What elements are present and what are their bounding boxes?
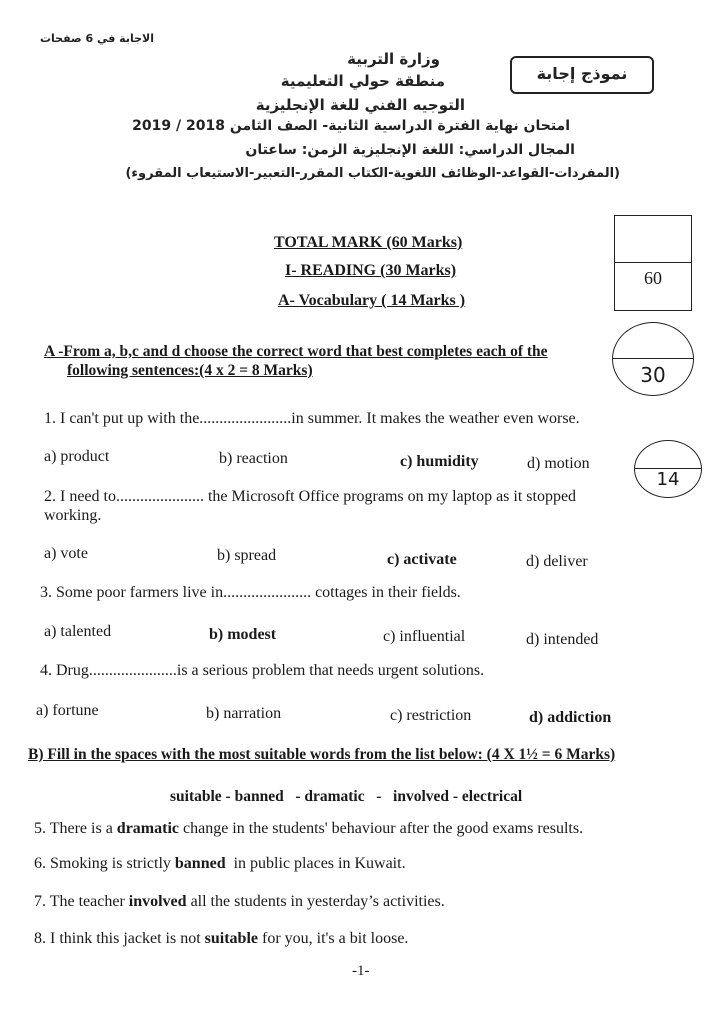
- q4-option-a: a) fortune: [36, 702, 99, 719]
- answer-model-box: [510, 56, 654, 94]
- q4-option-b: b) narration: [206, 705, 282, 722]
- pages-note: الاجابة في 6 صفحات: [40, 32, 154, 45]
- q2-option-c-answer: c) activate: [387, 551, 457, 568]
- section-b-heading: B) Fill in the spaces with the most suitable words from the list below: (4 X 1½ = 6 Marks): [28, 746, 616, 763]
- q3-option-d: d) intended: [526, 631, 599, 648]
- reading-title: I- READING (30 Marks): [285, 262, 457, 279]
- q2-option-a: a) vote: [44, 545, 88, 562]
- q4-option-d-answer: d) addiction: [529, 709, 612, 726]
- section-a-heading: A -From a, b,c and d choose the correct word that best completes each of the: [44, 343, 548, 360]
- exam-title: امتحان نهاية الفترة الدراسية الثانية- الصف الثامن 2018 / 2019: [132, 118, 570, 134]
- q1-option-c-answer: c) humidity: [400, 453, 479, 470]
- sentence-7: [34, 893, 445, 911]
- vocabulary-title: A- Vocabulary ( 14 Marks ): [278, 292, 466, 309]
- reading-score: 30: [640, 363, 666, 387]
- ministry-name: وزارة التربية: [347, 50, 440, 68]
- sentence-8-post: for you, it's a bit loose.: [258, 930, 409, 947]
- supervision-name: التوجيه الفني للغة الإنجليزية: [255, 96, 465, 114]
- sentence-5-post: change in the students' behaviour after the good exams results.: [179, 820, 584, 837]
- word-list: suitable - banned - dramatic - involved - electrical: [170, 788, 523, 805]
- q4-option-c: c) restriction: [390, 707, 472, 724]
- answer-model-label: نموذج إجابة: [536, 64, 628, 83]
- question-1: 1. I can't put up with the.......................in summer. It makes the weather even worse.: [44, 410, 580, 427]
- reading-score-circle: [612, 322, 694, 396]
- sentence-8-pre: 8. I think this jacket is not: [34, 930, 205, 947]
- total-score-box: [614, 215, 692, 311]
- sentence-7-post: all the students in yesterday’s activities.: [186, 893, 445, 910]
- question-3: 3. Some poor farmers live in...................... cottages in their fields.: [40, 584, 461, 601]
- question-4: 4. Drug......................is a serious problem that needs urgent solutions.: [40, 662, 485, 679]
- circle-divider: [613, 358, 693, 359]
- q1-option-d: d) motion: [527, 455, 590, 472]
- region-name: منطقة حولي التعليمية: [280, 72, 445, 90]
- vocab-score: 14: [656, 469, 680, 490]
- q2-option-d: d) deliver: [526, 553, 588, 570]
- sentence-5-pre: 5. There is a: [34, 820, 117, 837]
- question-2: 2. I need to...................... the Microsoft Office programs on my laptop as it stopped: [44, 488, 577, 505]
- sentence-6-answer: banned: [174, 855, 226, 872]
- subject-line: المجال الدراسي: اللغة الإنجليزية الزمن: ساعتان: [245, 142, 575, 158]
- contents-line: (المفردات-القواعد-الوظائف اللغوية-الكتاب المقرر-التعبير-الاستيعاب المقروء): [125, 166, 620, 181]
- section-a-heading-2: following sentences:(4 x 2 = 8 Marks): [67, 362, 313, 379]
- q3-option-c: c) influential: [383, 628, 466, 645]
- sentence-7-answer: involved: [128, 893, 187, 910]
- sentence-7-pre: 7. The teacher: [34, 893, 129, 910]
- q3-option-b-answer: b) modest: [209, 626, 277, 643]
- sentence-8-answer: suitable: [204, 930, 258, 947]
- page-number: -1-: [352, 963, 370, 979]
- total-score: 60: [644, 268, 662, 288]
- sentence-6: [34, 855, 406, 873]
- sentence-5: [34, 820, 583, 838]
- sentence-8: [34, 930, 408, 948]
- score-divider: [615, 262, 691, 263]
- vocab-score-circle: [634, 440, 702, 498]
- q3-option-a: a) talented: [44, 623, 112, 640]
- sentence-5-answer: dramatic: [116, 820, 179, 837]
- question-2-cont: working.: [44, 507, 102, 524]
- q1-option-b: b) reaction: [219, 450, 288, 467]
- q2-option-b: b) spread: [217, 547, 277, 564]
- sentence-6-post: in public places in Kuwait.: [225, 855, 406, 872]
- sentence-6-pre: 6. Smoking is strictly: [34, 855, 175, 872]
- total-mark-title: TOTAL MARK (60 Marks): [274, 234, 463, 251]
- q1-option-a: a) product: [44, 448, 110, 465]
